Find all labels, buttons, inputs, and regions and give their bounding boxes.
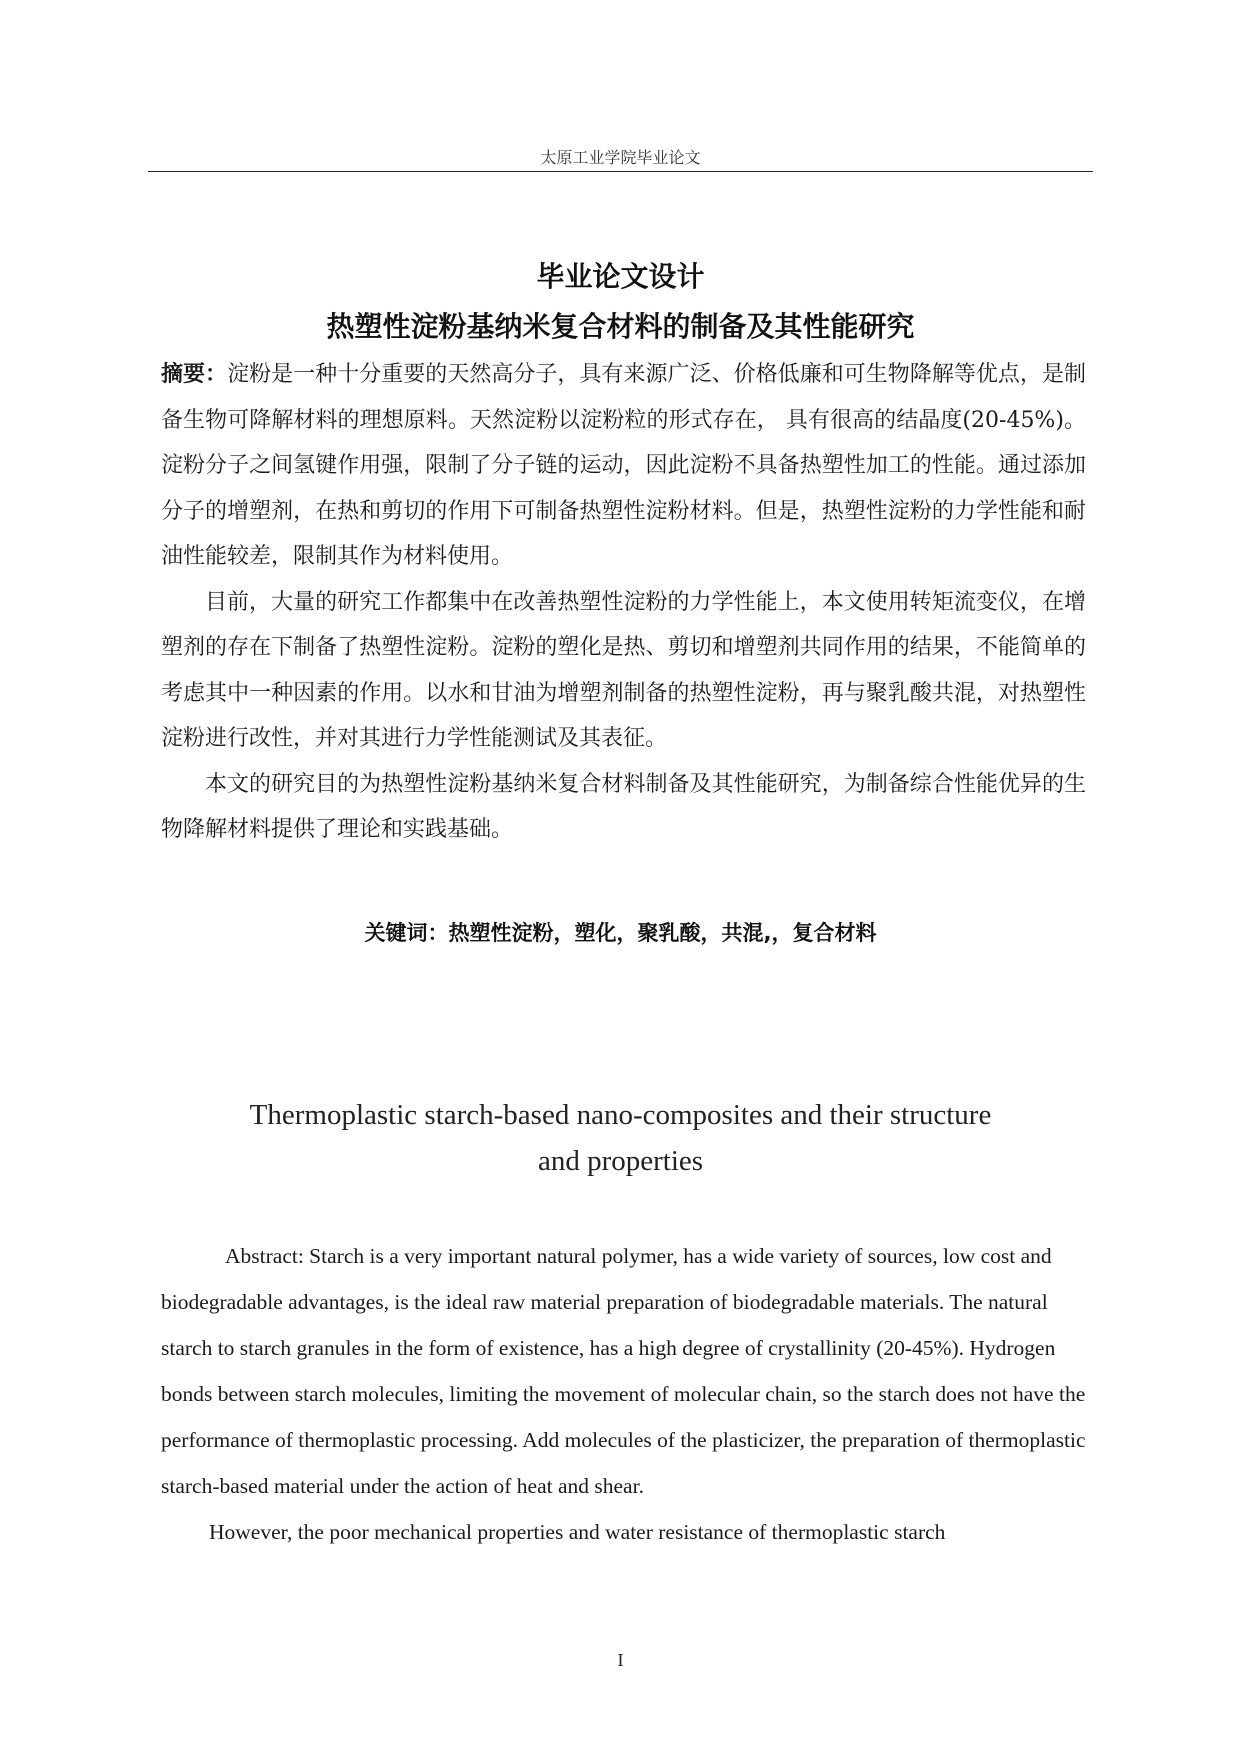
english-abstract-paragraph-1: Abstract: Starch is a very important natural polymer, has a wide variety of sources, low cost and biodegradable advantages, is the ideal raw material preparation of biodegradable materials. The natural starch to starch granules in the form of existence, has a high degree of crystallinity (20-45%). Hydrogen bonds between starch molecules, limiting the movement of molecular chain, so the starch does not have the performance of thermoplastic processing. Add molecules of the plasticizer, the preparation of thermoplastic starch-based material under the action of heat and shear. — [161, 1244, 1086, 1498]
chinese-abstract-paragraph-1 — [161, 352, 1086, 580]
chinese-abstract-paragraph-3: 本文的研究目的为热塑性淀粉基纳米复合材料制备及其性能研究，为制备综合性能优异的生物降解材料提供了理论和实践基础。 — [161, 771, 1086, 842]
chinese-abstract — [161, 352, 1086, 853]
english-abstract-paragraph-2: However, the poor mechanical properties and water resistance of thermoplastic starch — [209, 1520, 946, 1544]
header-rule — [148, 171, 1093, 172]
chinese-abstract-paragraph-2: 目前，大量的研究工作都集中在改善热塑性淀粉的力学性能上，本文使用转矩流变仪，在增塑剂的存在下制备了热塑性淀粉。淀粉的塑化是热、剪切和增塑剂共同作用的结果，不能简单的考虑其中一种因素的作用。以水和甘油为增塑剂制备的热塑性淀粉，再与聚乳酸共混，对热塑性淀粉进行改性，并对其进行力学性能测试及其表征。 — [161, 589, 1086, 751]
chinese-abstract-text-1: 淀粉是一种十分重要的天然高分子，具有来源广泛、价格低廉和可生物降解等优点，是制备生物可降解材料的理想原料。天然淀粉以淀粉粒的形式存在， 具有很高的结晶度(20-45%)。淀粉分子之间氢键作用强，限制了分子链的运动，因此淀粉不具备热塑性加工的性能。通过添加分子的增塑剂，在热和剪切的作用下可制备热塑性淀粉材料。但是，热塑性淀粉的力学性能和耐油性能较差，限制其作为材料使用。 — [161, 362, 1086, 569]
english-title-line-2: and properties — [537, 1145, 704, 1177]
english-abstract — [161, 1233, 1086, 1555]
english-title-line-1: Thermoplastic starch-based nano-composites and their structure — [249, 1099, 992, 1131]
abstract-label: 摘要： — [161, 362, 228, 387]
chinese-main-title: 毕业论文设计 — [536, 260, 705, 293]
chinese-keywords: 关键词：热塑性淀粉，塑化，聚乳酸，共混,，复合材料 — [364, 921, 877, 945]
running-header: 太原工业学院毕业论文 — [540, 148, 701, 167]
english-title — [148, 1092, 1093, 1184]
page-number: I — [617, 1650, 624, 1670]
chinese-thesis-title: 热塑性淀粉基纳米复合材料的制备及其性能研究 — [326, 310, 915, 343]
